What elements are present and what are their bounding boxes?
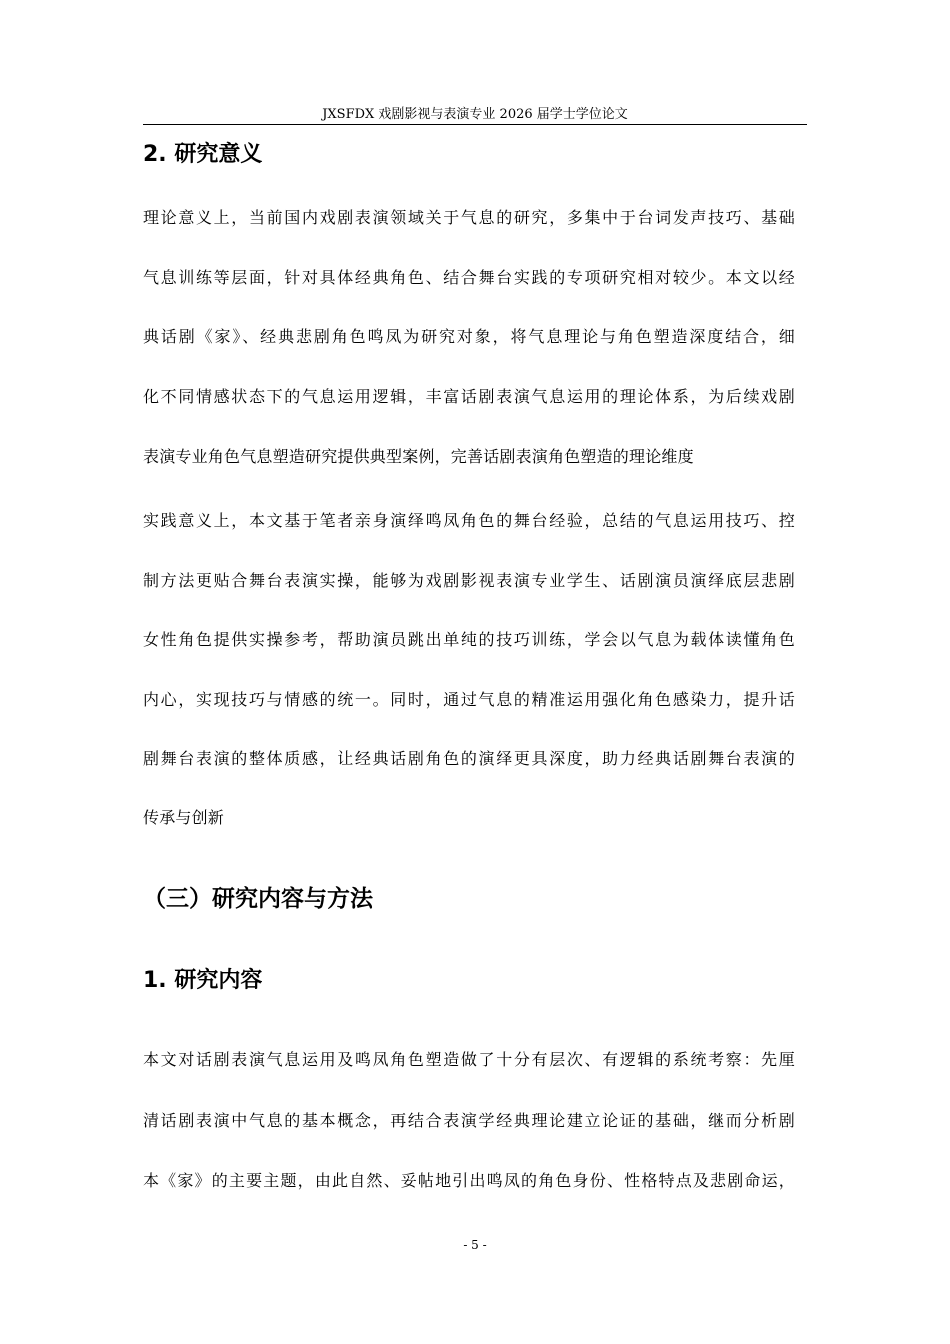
paragraph-line: 典话剧《家》、经典悲剧角色鸣凤为研究对象，将气息理论与角色塑造深度结合，细 [143, 327, 795, 346]
paragraph-line: 实践意义上，本文基于笔者亲身演绎鸣凤角色的舞台经验，总结的气息运用技巧、控 [143, 511, 795, 530]
paragraph-line: 清话剧表演中气息的基本概念，再结合表演学经典理论建立论证的基础，继而分析剧 [143, 1111, 795, 1130]
header-rule [143, 124, 807, 125]
paragraph-line: 女性角色提供实操参考，帮助演员跳出单纯的技巧训练，学会以气息为载体读懂角色 [143, 630, 795, 649]
running-header: JXSFDX 戏剧影视与表演专业 2026 届学士学位论文 [322, 107, 628, 122]
paragraph-line: 传承与创新 [143, 808, 225, 827]
paragraph-line: 表演专业角色气息塑造研究提供典型案例，完善话剧表演角色塑造的理论维度 [143, 447, 694, 466]
paragraph-line: 理论意义上，当前国内戏剧表演领域关于气息的研究，多集中于台词发声技巧、基础 [143, 208, 795, 227]
heading-research-content-method: （三）研究内容与方法 [143, 886, 373, 912]
paragraph-line: 本《家》的主要主题，由此自然、妥帖地引出鸣凤的角色身份、性格特点及悲剧命运， [143, 1171, 795, 1190]
heading-research-significance: 2. 研究意义 [143, 142, 263, 167]
page-number: - 5 - [463, 1238, 487, 1252]
paragraph-line: 剧舞台表演的整体质感，让经典话剧角色的演绎更具深度，助力经典话剧舞台表演的 [143, 749, 795, 768]
paragraph-line: 制方法更贴合舞台表演实操，能够为戏剧影视表演专业学生、话剧演员演绎底层悲剧 [143, 571, 795, 590]
paragraph-line: 内心，实现技巧与情感的统一。同时，通过气息的精准运用强化角色感染力，提升话 [143, 690, 795, 709]
heading-research-content: 1. 研究内容 [143, 968, 263, 993]
paragraph-line: 气息训练等层面，针对具体经典角色、结合舞台实践的专项研究相对较少。本文以经 [143, 268, 795, 287]
paragraph-line: 化不同情感状态下的气息运用逻辑，丰富话剧表演气息运用的理论体系，为后续戏剧 [143, 387, 795, 406]
paragraph-line: 本文对话剧表演气息运用及鸣凤角色塑造做了十分有层次、有逻辑的系统考察：先厘 [143, 1050, 795, 1069]
